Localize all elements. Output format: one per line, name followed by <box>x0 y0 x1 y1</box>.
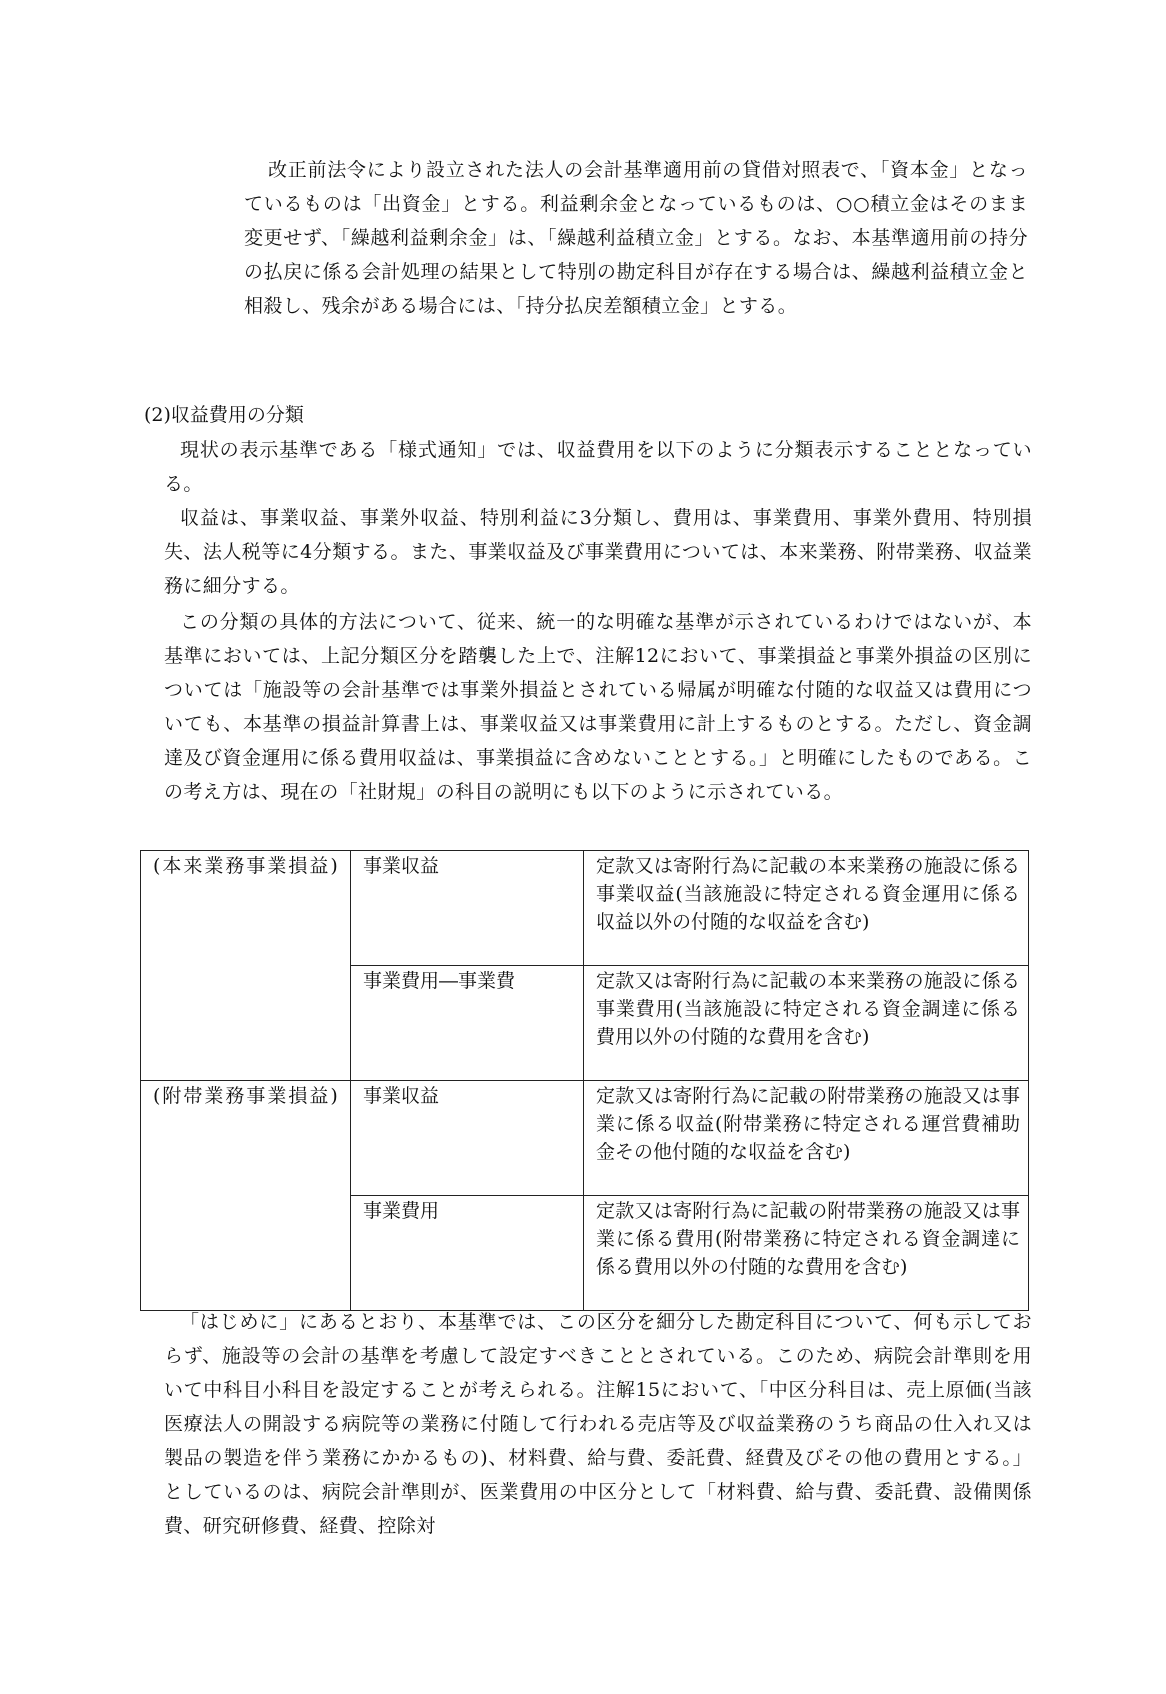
paragraph-classification-method: この分類の具体的方法について、従来、統一的な明確な基準が示されているわけではないが、本基準においては、上記分類区分を踏襲した上で、注解12において、事業損益と事業外損益の区別については「施設等の会計基準では事業外損益とされている帰属が明確な付随的な収益又は費用についても、本基準の損益計算書上は、事業収益又は事業費用に計上するものとする。ただし、資金調達及び資金運用に係る費用収益は、事業損益に含めないこととする。」と明確にしたものである。この考え方は、現在の「社財規」の科目の説明にも以下のように示されている。 <box>164 611 1032 803</box>
paragraph-capital-accounts: 改正前法令により設立された法人の会計基準適用前の貸借対照表で、「資本金」となっているものは「出資金」とする。利益剰余金となっているものは、○○積立金はそのまま変更せず、「繰越利益剰余金」は、「繰越利益積立金」とする。なお、本基準適用前の持分の払戻に係る会計処理の結果として特別の勘定科目が存在する場合は、繰越利益積立金と相殺し、残余がある場合には、「持分払戻差額積立金」とする。 <box>244 159 1028 317</box>
table-row <box>141 1081 1029 1196</box>
paragraph-classification: 収益は、事業収益、事業外収益、特別利益に3分類し、費用は、事業費用、事業外費用、特別損失、法人税等に4分類する。また、事業収益及び事業費用については、本来業務、附帯業務、収益業務に細分する。 <box>164 507 1032 597</box>
description-cell: 定款又は寄附行為に記載の附帯業務の施設又は事業に係る収益(附帯業務に特定される運営費補助金その他付随的な収益を含む) <box>584 1081 1029 1196</box>
paragraph-display-standard: 現状の表示基準である「様式通知」では、収益費用を以下のように分類表示することとなっている。 <box>164 439 1032 495</box>
item-cell: 事業費用―事業費 <box>351 966 584 1081</box>
table-row <box>141 851 1029 966</box>
item-cell: 事業収益 <box>351 1081 584 1196</box>
item-cell: 事業費用 <box>351 1196 584 1311</box>
category-cell: (本来業務事業損益) <box>141 851 351 1081</box>
account-definition-table <box>140 850 1029 1311</box>
description-cell: 定款又は寄附行為に記載の本来業務の施設に係る事業費用(当該施設に特定される資金調達に係る費用以外の付随的な費用を含む) <box>584 966 1029 1081</box>
section-heading: (2)収益費用の分類 <box>144 404 304 426</box>
item-cell: 事業収益 <box>351 851 584 966</box>
description-cell: 定款又は寄附行為に記載の附帯業務の施設又は事業に係る費用(附帯業務に特定される資金調達に係る費用以外の付随的な費用を含む) <box>584 1196 1029 1311</box>
category-cell: (附帯業務事業損益) <box>141 1081 351 1311</box>
description-cell: 定款又は寄附行為に記載の本来業務の施設に係る事業収益(当該施設に特定される資金運用に係る収益以外の付随的な収益を含む) <box>584 851 1029 966</box>
paragraph-account-subdivision: 「はじめに」にあるとおり、本基準では、この区分を細分した勘定科目について、何も示しておらず、施設等の会計の基準を考慮して設定すべきこととされている。このため、病院会計準則を用いて中科目小科目を設定することが考えられる。注解15において、「中区分科目は、売上原価(当該医療法人の開設する病院等の業務に付随して行われる売店等及び収益業務のうち商品の仕入れ又は製品の製造を伴う業務にかかるもの)、材料費、給与費、委託費、経費及びその他の費用とする。」としているのは、病院会計準則が、医業費用の中区分として「材料費、給与費、委託費、設備関係費、研究研修費、経費、控除対 <box>164 1311 1032 1537</box>
